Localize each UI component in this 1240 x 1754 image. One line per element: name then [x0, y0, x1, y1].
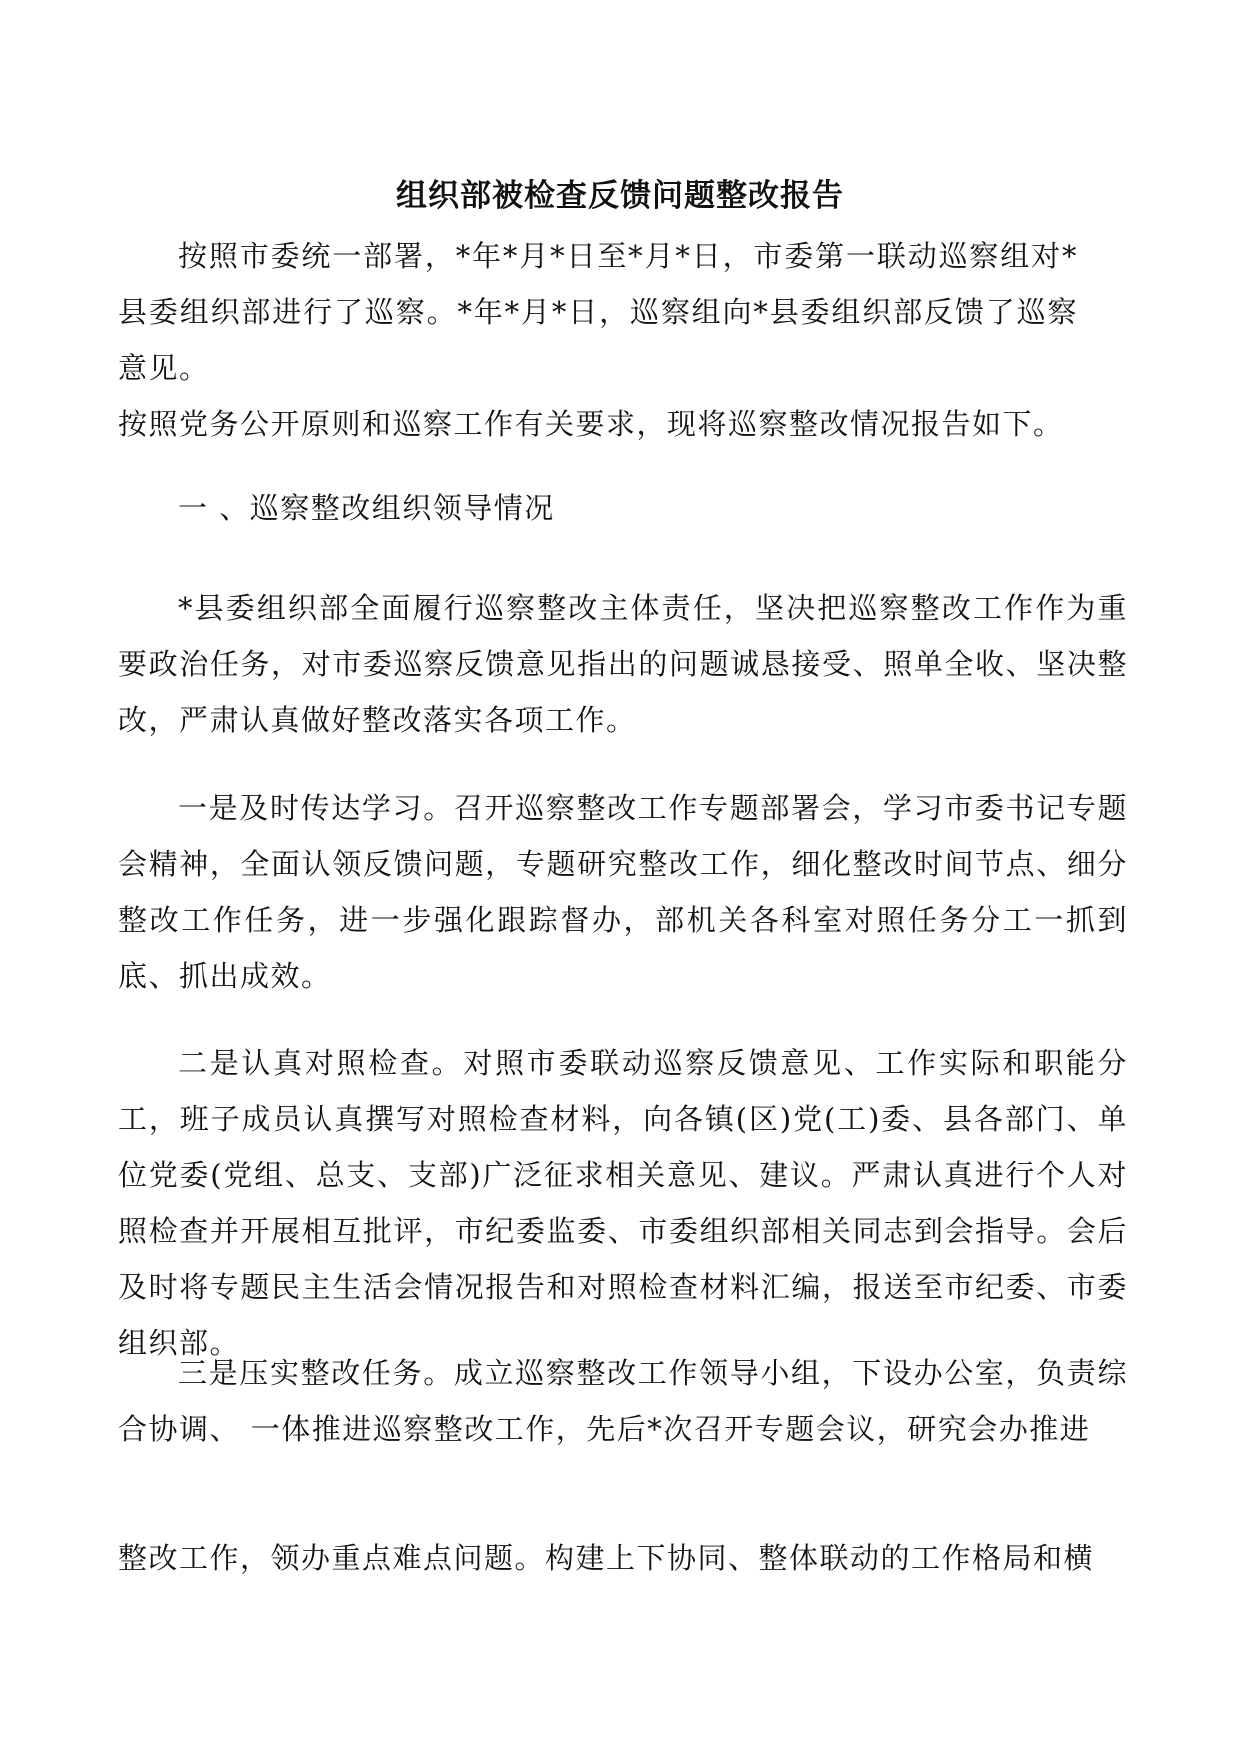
paragraph-continuation: 整改工作，领办重点难点问题。构建上下协同、整体联动的工作格局和横	[118, 1541, 1095, 1575]
paragraph-inspection: 二是认真对照检查。对照市委联动巡察反馈意见、工作实际和职能分工，班子成员认真撰写对照检查材料，向各镇(区)党(工)委、县各部门、单位党委(党组、总支、支部)广泛征求相关意见、建议。严肃认真进行个人对照检查并开展相互批评，市纪委监委、市委组织部相关同志到会指导。会后及时将专题民主生活会情况报告和对照检查材料汇编，报送至市纪委、市委组织部。	[118, 1046, 1128, 1360]
paragraph-tasks: 三是压实整改任务。成立巡察整改工作领导小组，下设办公室，负责综合协调、 一体推进巡察整改工作，先后*次召开专题会议，研究会办推进	[118, 1356, 1128, 1446]
paragraph-study: 一是及时传达学习。召开巡察整改工作专题部署会，学习市委书记专题会精神，全面认领反馈问题，专题研究整改工作，细化整改时间节点、细分整改工作任务，进一步强化跟踪督办，部机关各科室对照任务分工一抓到底、抓出成效。	[118, 791, 1128, 993]
paragraph-report-lead: 按照党务公开原则和巡察工作有关要求，现将巡察整改情况报告如下。	[118, 407, 1064, 441]
section-heading-1: 一 、巡察整改组织领导情况	[178, 491, 555, 525]
document-title: 组织部被检查反馈问题整改报告	[396, 178, 844, 214]
paragraph-responsibility: *县委组织部全面履行巡察整改主体责任，坚决把巡察整改工作作为重要政治任务，对市委巡察反馈意见指出的问题诚恳接受、照单全收、坚决整改，严肃认真做好整改落实各项工作。	[118, 591, 1128, 737]
paragraph-intro: 按照市委统一部署，*年*月*日至*月*日，市委第一联动巡察组对*县委组织部进行了巡察。*年*月*日，巡察组向*县委组织部反馈了巡察意见。	[118, 239, 1078, 385]
